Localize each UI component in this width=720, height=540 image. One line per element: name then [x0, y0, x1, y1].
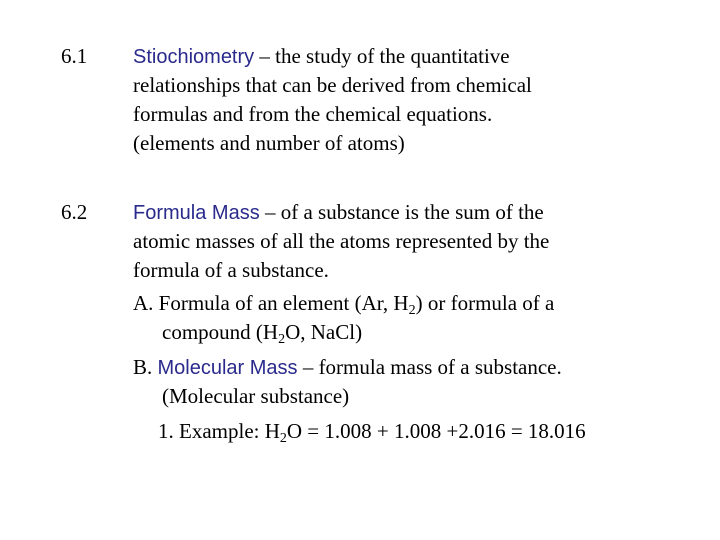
item-number: 6.2 [61, 200, 88, 224]
term-molecular-mass: Molecular Mass [157, 357, 298, 379]
sub-item-b-continued: (Molecular substance) [162, 384, 350, 408]
definition-text: – of a substance is the sum of the [259, 200, 544, 224]
term-stoichiometry: Stiochiometry [133, 46, 255, 68]
definition-line: (elements and number of atoms) [133, 131, 405, 155]
definition-text: – the study of the quantitative [254, 44, 510, 68]
definition-line: relationships that can be derived from chemical [133, 73, 532, 97]
term-formula-mass: Formula Mass [133, 202, 260, 224]
definition-line [133, 202, 544, 223]
definition-line [133, 46, 510, 67]
sub-item-a: A. Formula of an element (Ar, $H_2$) or formula of a [133, 291, 555, 318]
item-number: 6.1 [61, 44, 88, 68]
definition-line: atomic masses of all the atoms represented by the [133, 229, 550, 253]
example-line: 1. Example: $H_2O = 1.008 + 1.008 +2.016 = 18.016$ [158, 419, 586, 446]
definition-line: formula of a substance. [133, 258, 329, 282]
definition-line: formulas and from the chemical equations. [133, 102, 493, 126]
sub-item-b: B. Molecular Mass – formula mass of a substance. [133, 355, 562, 379]
sub-item-a-continued: compound ($H_2O$, NaCl) [162, 320, 363, 347]
